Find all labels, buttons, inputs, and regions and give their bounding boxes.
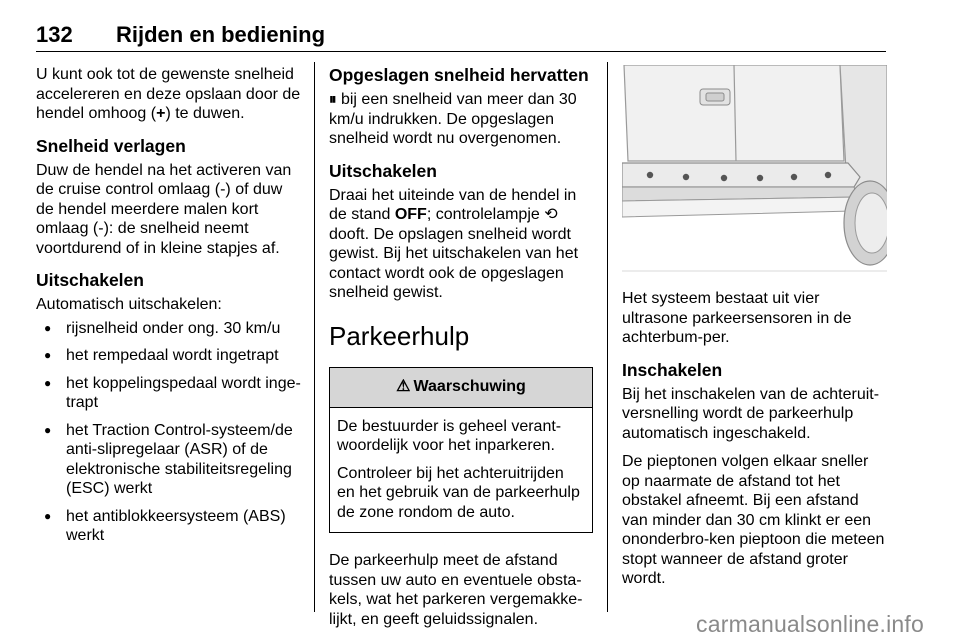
uitschakelen-paragraph: Draai het uiteinde van de hendel in de stand OFF; controlelampje ⟲ dooft. De opslagen snelheid wordt gewist. Bij het uitschakelen van het contact wordt ook de opgeslagen snelheid gewist. <box>329 186 579 301</box>
list-item: ● het koppelingspedaal wordt inge-trapt <box>44 374 301 411</box>
warning-box <box>329 367 593 534</box>
list-item: ● het rempedaal wordt ingetrapt <box>44 347 279 364</box>
auto-uitschakelen-label: Automatisch uitschakelen: <box>36 296 222 313</box>
list-item: ● rijsnelheid onder ong. 30 km/u <box>44 319 281 337</box>
warning-header <box>330 368 592 408</box>
system-paragraph: Het systeem bestaat uit vier ultrasone parkeersensoren in de achterbum-per. <box>622 290 852 346</box>
column-divider-left <box>314 62 315 612</box>
list-item: ● het antiblokkeersysteem (ABS) werkt <box>44 507 286 544</box>
van-rear-bumper-icon <box>622 65 887 275</box>
uitschakelen-list <box>36 319 301 546</box>
page-number: 132 <box>36 22 73 47</box>
warning-text-2: Controleer bij het achteruitrijden en het gebruik van de parkeerhulp de zone rondom de auto. <box>337 464 580 521</box>
bullet-icon: ● <box>44 375 52 390</box>
warning-triangle-icon: ⚠ <box>396 378 411 396</box>
page-header <box>36 22 886 52</box>
column-1 <box>36 65 301 554</box>
heading-uitschakelen-2: Uitschakelen <box>329 160 437 181</box>
hervatten-paragraph: ⏸ bij een snelheid van meer dan 30 km/u indrukken. De opgeslagen snelheid wordt nu overgenomen. <box>329 90 577 147</box>
heading-uitschakelen-1: Uitschakelen <box>36 270 144 290</box>
parkeerhulp-paragraph: De parkeerhulp meet de afstand tussen uw auto en eventuele obsta-kels, wat het parkeren vergemakke-lijkt, en geeft geluidssignalen. <box>329 552 583 628</box>
heading-snelheid-verlagen: Snelheid verlagen <box>36 135 186 156</box>
bullet-icon: ● <box>44 508 52 523</box>
bullet-icon: ● <box>44 422 52 437</box>
bullet-icon: ● <box>44 348 52 362</box>
cruise-lamp-icon: ⟲ <box>544 206 558 223</box>
list-item: ● het Traction Control-systeem/de anti-slipregelaar (ASR) of de elektronische stabiliteitsregeling (ESC) werkt <box>44 421 293 497</box>
column-3 <box>622 65 888 598</box>
heading-snelheid-hervatten: Opgeslagen snelheid hervatten <box>329 65 589 85</box>
verlagen-paragraph: Duw de hendel na het activeren van de cruise control omlaag (-) of duw de hendel meerdere malen kort omlaag (-): de snelheid neemt voortdurend of in kleine stapjes af. <box>36 161 292 257</box>
column-2 <box>329 65 594 638</box>
warning-body <box>330 408 592 533</box>
intro-paragraph: U kunt ook tot de gewenste snelheid accelereren en deze opslaan door de hendel omhoog (+) te duwen. <box>36 66 301 122</box>
pause-icon: ⏸ <box>329 90 337 108</box>
heading-inschakelen: Inschakelen <box>622 359 723 380</box>
inschakelen-paragraph-1: Bij het inschakelen van de achteruit-versnelling wordt de parkeerhulp automatisch ingeschakeld. <box>622 385 880 442</box>
bullet-icon: ● <box>44 320 52 335</box>
warning-title: Waarschuwing <box>413 378 526 396</box>
van-rear-illustration <box>622 65 887 275</box>
watermark-text: carmanualsonline.info <box>696 611 924 637</box>
warning-text-1: De bestuurder is geheel verant-woordelijk voor het inparkeren. <box>337 417 562 454</box>
inschakelen-paragraph-2: De pieptonen volgen elkaar sneller op naarmate de afstand tot het obstakel afneemt. Bij een afstand van minder dan 30 cm klinkt er een ononderbro-ken pieptoon die meteen stopt wanneer de afstand groter wordt. <box>622 453 885 587</box>
column-divider-right <box>607 62 608 612</box>
heading-parkeerhulp: Parkeerhulp <box>329 320 470 351</box>
section-title: Rijden en bediening <box>116 22 326 47</box>
